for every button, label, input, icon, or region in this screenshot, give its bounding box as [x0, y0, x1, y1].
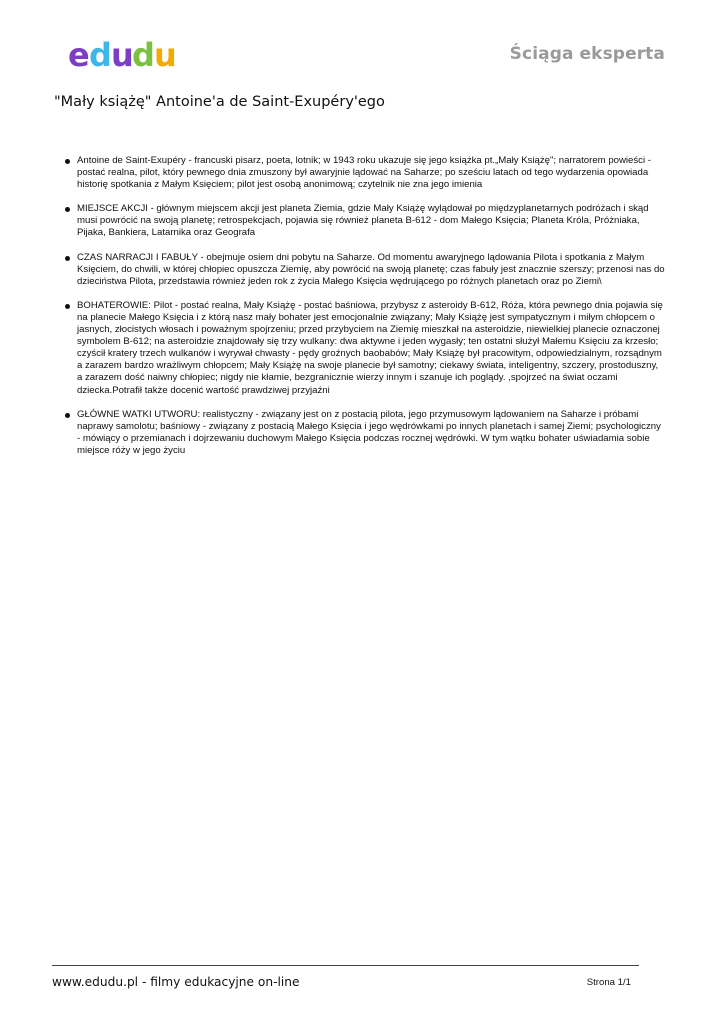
list-item: [65, 300, 665, 397]
logo-letter-d1: d: [89, 36, 112, 74]
bullet-icon: [65, 413, 70, 418]
list-item-text: MIEJSCE AKCJI - głównym miejscem akcji jest planeta Ziemia, gdzie Mały Książę wylądował po międzyplanetarnych podróżach i skąd musi powrócić na swoją planetę; retrospekcjach, pojawia się również planeta B-612 - dom Małego Księcia; Planeta Króla, Próżniaka, Pijaka, Bankiera, Latarnika oraz Geografa: [77, 203, 649, 239]
page-number: Strona 1/1: [586, 977, 631, 988]
bullet-icon: [65, 159, 70, 164]
bullet-icon: [65, 207, 70, 212]
bullet-icon: [65, 304, 70, 309]
list-item-text: Antoine de Saint-Exupéry - francuski pisarz, poeta, lotnik; w 1943 roku ukazuje się jego książka pt.„Mały Książę"; narratorem powieści - postać realna, pilot, który pewnego dnia zmuszony był awaryjnie lądować na Saharze; po sześciu latach od tego wydarzenia opowiada historię spotkania z Małym Księciem; pilot jest osobą anonimową; czytelnik nie zna jego imienia: [77, 155, 651, 191]
section-label: Ściąga eksperta: [509, 44, 665, 64]
list-item-text: GŁÓWNE WATKI UTWORU: realistyczny - związany jest on z postacią pilota, jego przymusowym lądowaniem na Saharze i próbami naprawy samolotu; baśniowy - związany z postacią Małego Księcia i jego wędrówkami po innych planetach i samej Ziemi; psychologiczny - mówiący o przemianach i dojrzewaniu duchowym Małego Księcia podczas rocznej wędrówki. W tym wątku bohater uświadamia sobie miejsce róży w jego życiu: [77, 408, 661, 456]
content-list: [65, 155, 665, 469]
list-item: [65, 409, 665, 457]
footer-site-link[interactable]: www.edudu.pl - filmy edukacyjne on-line: [52, 975, 300, 989]
list-item: [65, 203, 665, 239]
logo-letter-u2: u: [154, 36, 177, 74]
page-title: "Mały książę" Antoine'a de Saint-Exupéry'ego: [54, 94, 385, 110]
logo-letter-e: e: [68, 36, 90, 74]
edudu-logo[interactable]: [68, 36, 178, 74]
list-item: [65, 155, 665, 191]
logo-letter-u1: u: [111, 36, 134, 74]
bullet-icon: [65, 256, 70, 261]
logo-letter-d2: d: [132, 36, 155, 74]
list-item-text: BOHATEROWIE: Pilot - postać realna, Mały Książę - postać baśniowa, przybysz z asteroidy B-612, Róża, która pewnego dnia pojawia się na planecie Małego Księcia i z którą nasz mały bohater jest emocjonalnie związany; Mały Książę jest sympatycznym i miłym chłopcem o jasnych, złocistych włosach i poważnym spojrzeniu; przed przybyciem na Ziemię mieszkał na asteroidzie, niewielkiej planecie oznaczonej symbolem B-612; na asteroidzie znajdowały się trzy wulkany: dwa aktywne i jeden wygasły; ten ostatni służył Małemu Księciu za krzesło; czyścił kratery trzech wulkanów i wyrywał chwasty - pędy groźnych baobabów; Mały Książę był pracowitym, odpowiedzialnym, rozsądnym a zarazem bardzo wrażliwym chłopcem; Mały Książę na swoje planecie był samotny; ciekawy świata, inteligentny, szczery, prostoduszny, a zarazem dość naiwny chłopiec; nigdy nie kłamie, bezgranicznie wierzy innym i szanuje ich poglądy. ,spojrzeć na świat oczami dziecka.Potrafił także docenić wartość prawdziwej przyjaźni: [77, 299, 663, 396]
footer-divider: [52, 965, 639, 966]
list-item-text: CZAS NARRACJI I FABUŁY - obejmuje osiem dni pobytu na Saharze. Od momentu awaryjnego lądowania Pilota i spotkania z Małym Księciem, do chwili, w której chłopiec opuszcza Ziemię, aby powrócić na swoją planetę; czas fabuły jest znacznie szerszy; przenosi nas do dzieciństwa Pilota, przedstawia również jeden rok z życia Małego Księcia wędrującego po różnych planetach oraz po Ziemi\: [77, 251, 665, 287]
list-item: [65, 252, 665, 288]
